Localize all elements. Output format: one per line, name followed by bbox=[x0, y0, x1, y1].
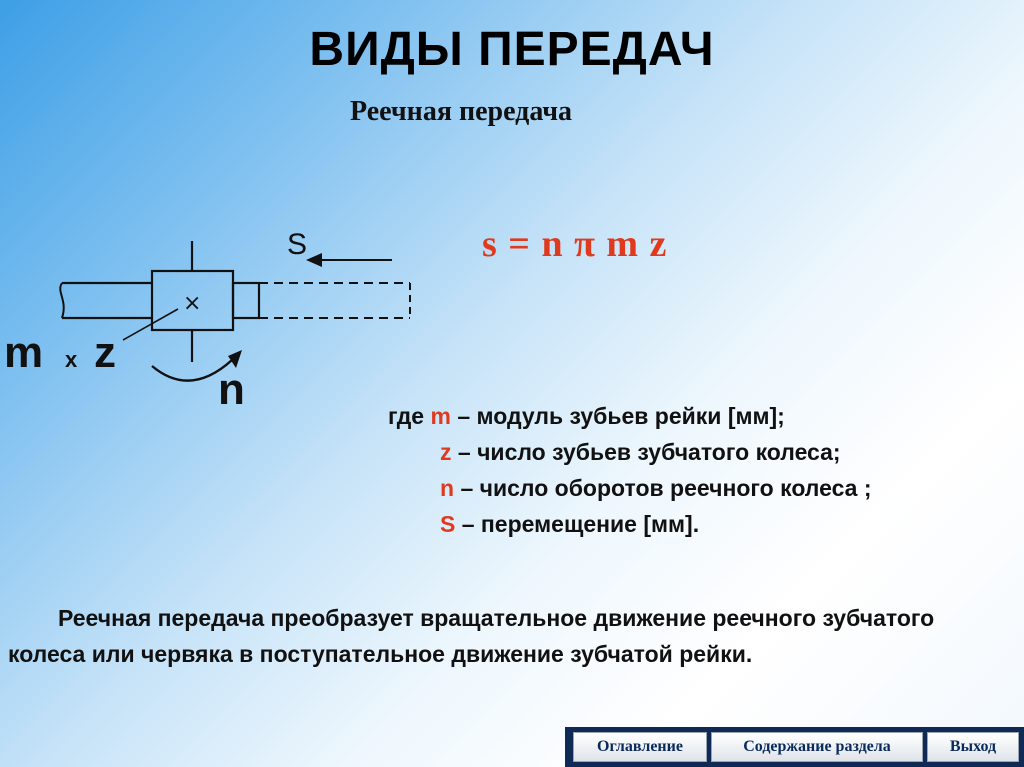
legend-symbol: m bbox=[430, 403, 451, 429]
label-m: m bbox=[4, 328, 44, 377]
label-s: S bbox=[287, 228, 308, 261]
legend bbox=[388, 398, 872, 542]
label-x: x bbox=[65, 347, 78, 372]
legend-symbol: z bbox=[440, 439, 452, 465]
legend-prefix: где bbox=[388, 403, 431, 429]
legend-text: – число зубьев зубчатого колеса; bbox=[451, 439, 841, 465]
legend-symbol: n bbox=[440, 475, 455, 501]
legend-text: – число оборотов реечного колеса ; bbox=[454, 475, 872, 501]
description-paragraph: Реечная передача преобразует вращательное движение реечного зубчатого колеса или червяка в поступательное движение зубчатой рейки. bbox=[8, 605, 935, 667]
center-mark: × bbox=[183, 291, 202, 316]
label-z: z bbox=[94, 328, 116, 377]
legend-text: – перемещение [мм]. bbox=[455, 511, 700, 537]
legend-item-m bbox=[388, 398, 872, 434]
legend-symbol: S bbox=[440, 511, 456, 537]
formula: s = n π m z bbox=[482, 223, 668, 265]
rack-segment bbox=[233, 283, 259, 318]
section-contents-button[interactable]: Содержание раздела bbox=[711, 732, 923, 762]
legend-item-n bbox=[388, 470, 872, 506]
legend-text: – модуль зубьев рейки [мм]; bbox=[450, 403, 785, 429]
legend-item-s bbox=[388, 506, 872, 542]
navigation-bar bbox=[565, 727, 1024, 767]
exit-button[interactable]: Выход bbox=[927, 732, 1019, 762]
page-subtitle: Реечная передача bbox=[350, 96, 572, 127]
contents-button[interactable]: Оглавление bbox=[573, 732, 707, 762]
legend-item-z bbox=[388, 434, 872, 470]
s-arrow-head bbox=[306, 253, 322, 267]
rack-break-line bbox=[60, 283, 63, 318]
label-n: n bbox=[218, 365, 245, 414]
leader-line bbox=[123, 309, 178, 340]
page-title: ВИДЫ ПЕРЕДАЧ bbox=[309, 23, 715, 76]
